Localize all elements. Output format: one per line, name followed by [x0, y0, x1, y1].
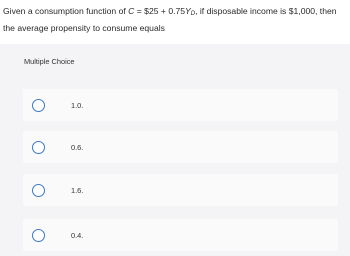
question-suffix: , if disposable income is $1,000, then the average propensity to consume equals: [3, 6, 337, 33]
equation-middle: = $25 + 0.75: [134, 6, 186, 16]
answer-option-2[interactable]: [23, 131, 338, 163]
answer-option-label: 0.4.: [71, 230, 84, 240]
radio-icon[interactable]: [32, 184, 45, 197]
question-text: [3, 4, 348, 35]
answer-panel: [0, 44, 350, 256]
variable-y-subscript: D: [190, 11, 196, 17]
answer-option-3[interactable]: [23, 174, 338, 206]
variable-c: C: [128, 6, 135, 16]
answer-option-label: 1.0.: [71, 100, 84, 110]
variable-y: Y: [185, 6, 191, 16]
answer-option-label: 1.6.: [71, 185, 84, 195]
radio-icon[interactable]: [32, 229, 45, 242]
question-prefix: Given a consumption function of: [3, 6, 129, 16]
answer-option-1[interactable]: [23, 89, 338, 121]
answer-option-4[interactable]: [23, 219, 338, 251]
section-label: Multiple Choice: [24, 57, 75, 66]
radio-icon[interactable]: [32, 99, 45, 112]
answer-option-label: 0.6.: [71, 142, 84, 152]
radio-icon[interactable]: [32, 141, 45, 154]
